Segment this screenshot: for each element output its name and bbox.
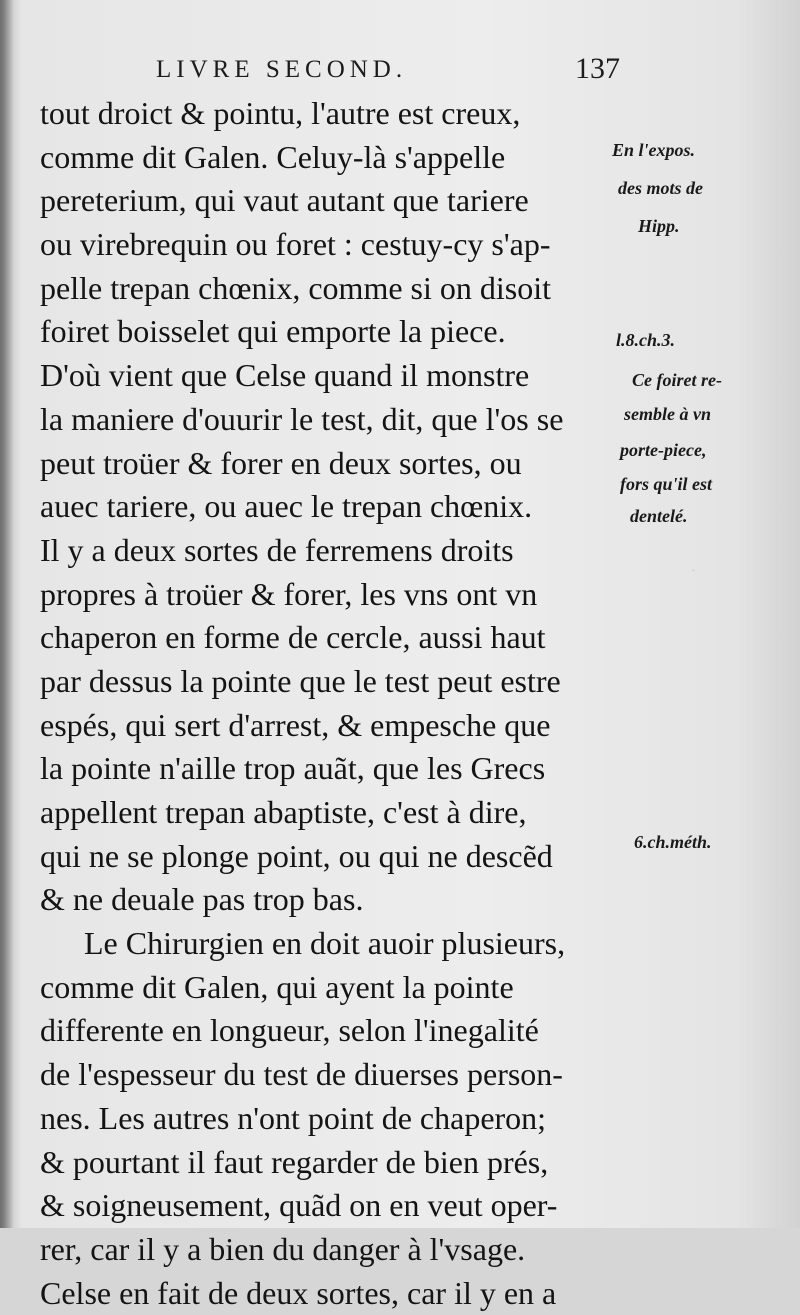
- bleed-through-mark: ·: [690, 560, 697, 582]
- text-line: tout droict & pointu, l'autre est creux,: [40, 95, 521, 131]
- text-line: par dessus la pointe que le test peut estre: [40, 662, 561, 699]
- text-line: nes. Les autres n'ont point de chaperon;: [40, 1099, 547, 1136]
- text-line: pereterium, qui vaut autant que tariere: [40, 182, 529, 219]
- text-line: de l'espesseur du test de diuerses person-: [40, 1056, 563, 1093]
- text-line: ou virebrequin ou foret : cestuy-cy s'ap-: [40, 226, 551, 263]
- text-line: propres à troüer & forer, les vns ont vn: [40, 575, 538, 612]
- page-number: 137: [575, 52, 620, 85]
- body-text: [40, 92, 630, 1315]
- text-line: rer, car il y a bien du danger à l'vsage.: [40, 1230, 526, 1267]
- text-line: auec tariere, ou auec le trepan chœnix.: [40, 488, 533, 525]
- margin-note: l.8.ch.3.: [616, 330, 676, 350]
- margin-note: En l'expos.: [612, 140, 696, 160]
- margin-note: dentelé.: [630, 506, 688, 526]
- page-header: [150, 52, 620, 92]
- text-line: appellent trepan abaptiste, c'est à dire,: [40, 794, 527, 830]
- margin-note: des mots de: [618, 178, 703, 198]
- text-line: & soigneusement, quãd on en veut oper-: [40, 1187, 558, 1224]
- text-line: qui ne se plonge point, ou qui ne descẽd: [40, 837, 553, 874]
- text-line: & pourtant il faut regarder de bien prés,: [40, 1143, 549, 1180]
- text-line: foiret boisselet qui emporte la piece.: [40, 313, 506, 350]
- text-line: la maniere d'ouurir le test, dit, que l'os se: [40, 400, 564, 437]
- text-line: peut troüer & forer en deux sortes, ou: [40, 444, 522, 481]
- text-line: Celse en fait de deux sortes, car il y en a: [40, 1274, 557, 1311]
- paragraph-start-line: Le Chirurgien en doit auoir plusieurs,: [84, 925, 566, 962]
- text-line: espés, qui sert d'arrest, & empesche que: [40, 706, 551, 743]
- text-line: & ne deuale pas trop bas.: [40, 881, 364, 918]
- spine-shadow: [0, 0, 14, 1228]
- text-line: comme dit Galen, qui ayent la pointe: [40, 968, 514, 1005]
- text-line: differente en longueur, selon l'inegalité: [40, 1012, 539, 1049]
- text-line: D'où vient que Celse quand il monstre: [40, 357, 530, 394]
- margin-note: fors qu'il est: [620, 474, 713, 494]
- text-line: la pointe n'aille trop auãt, que les Grecs: [40, 750, 546, 787]
- text-line: comme dit Galen. Celuy-là s'appelle: [40, 138, 506, 175]
- margin-note: Ce foiret re-: [632, 370, 722, 390]
- margin-note: 6.ch.méth.: [634, 832, 712, 852]
- text-line: pelle trepan chœnix, comme si on disoit: [40, 269, 551, 306]
- margin-note: semble à vn: [624, 404, 711, 424]
- running-title: LIVRE SECOND.: [156, 56, 408, 83]
- text-line: Il y a deux sortes de ferremens droits: [40, 531, 514, 568]
- text-line: chaperon en forme de cercle, aussi haut: [40, 619, 546, 656]
- margin-note: Hipp.: [638, 216, 680, 236]
- margin-note: porte-piece,: [620, 440, 707, 460]
